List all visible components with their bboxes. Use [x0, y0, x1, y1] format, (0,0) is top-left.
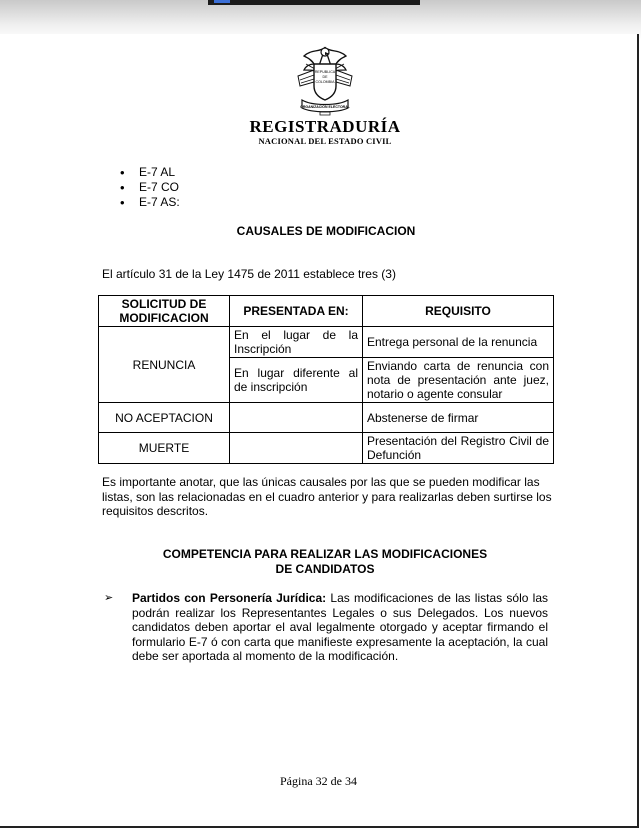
partidos-body: Las modificaciones de las listas sólo las podrán realizar los Representantes Legales o sus Delegados. Los nuevos candidatos deben aportar el aval legalmente otorgado y aceptar firmando el formulario E-7 ó con carta que manifieste expresamente la aceptación, la cual debe ser aportada al momento de la modificación. — [132, 591, 549, 664]
table-row — [99, 327, 554, 358]
coat-of-arms-seal — [288, 42, 362, 116]
causales-table — [98, 295, 554, 464]
partidos-paragraph — [132, 591, 548, 664]
document-page — [0, 34, 639, 828]
arrow-bullet-icon: ➢ — [104, 592, 114, 604]
partidos-title: Partidos con Personería Jurídica: — [132, 591, 327, 605]
table-cell: En el lugar de la Inscripción — [230, 327, 363, 358]
table-row — [99, 433, 554, 464]
list-item: • E-7 AS: — [120, 195, 180, 210]
intro-paragraph: El artículo 31 de la Ley 1475 de 2011 establece tres (3) — [102, 267, 396, 281]
brand-name: REGISTRADURÍA — [249, 117, 401, 136]
table-cell: En lugar diferente al de inscripción — [230, 358, 363, 403]
seal-ribbon-text: ORGANIZACION ELECTORAL — [300, 105, 350, 109]
section-title-causales: CAUSALES DE MODIFICACION — [236, 224, 416, 238]
tab-indicator — [214, 0, 230, 3]
page-number: Página 32 de 34 — [280, 774, 357, 788]
table-row — [99, 403, 554, 433]
form-bullet-list — [120, 165, 180, 210]
table-cell: Presentación del Registro Civil de Defunción — [363, 433, 554, 464]
table-cell: Enviando carta de renuncia con nota de presentación ante juez, notario o agente consular — [363, 358, 554, 403]
column-header-presentada: PRESENTADA EN: — [230, 296, 363, 327]
list-item: • E-7 CO — [120, 180, 180, 195]
viewer-tab[interactable] — [208, 0, 420, 5]
column-header-requisito: REQUISITO — [363, 296, 554, 327]
brand-subtitle: NACIONAL DEL ESTADO CIVIL — [258, 136, 392, 146]
list-item: • E-7 AL — [120, 165, 180, 180]
table-cell: Abstenerse de firmar — [363, 403, 554, 433]
seal-line-2: DE — [322, 75, 328, 79]
column-header-solicitud: SOLICITUD DE MODIFICACION — [99, 296, 230, 327]
seal-line-3: COLOMBIA — [315, 80, 335, 84]
no-aceptacion-cell: NO ACEPTACION — [99, 403, 230, 433]
table-header-row — [99, 296, 554, 327]
renuncia-cell: RENUNCIA — [99, 327, 230, 403]
table-cell: Entrega personal de la renuncia — [363, 327, 554, 358]
seal-line-1: REPUBLICA — [314, 70, 336, 74]
muerte-cell: MUERTE — [99, 433, 230, 464]
note-paragraph: Es importante anotar, que las únicas causales por las que se pueden modificar las listas, son las relacionadas en el cuadro anterior y para realizarlas deben surtirse los requisitos descritos. — [102, 475, 552, 518]
table-cell — [230, 433, 363, 464]
table-cell — [230, 403, 363, 433]
section-title-competencia: COMPETENCIA PARA REALIZAR LAS MODIFICACIONES DE CANDIDATOS — [162, 547, 488, 576]
partidos-item — [104, 591, 548, 664]
letterhead — [230, 42, 420, 146]
